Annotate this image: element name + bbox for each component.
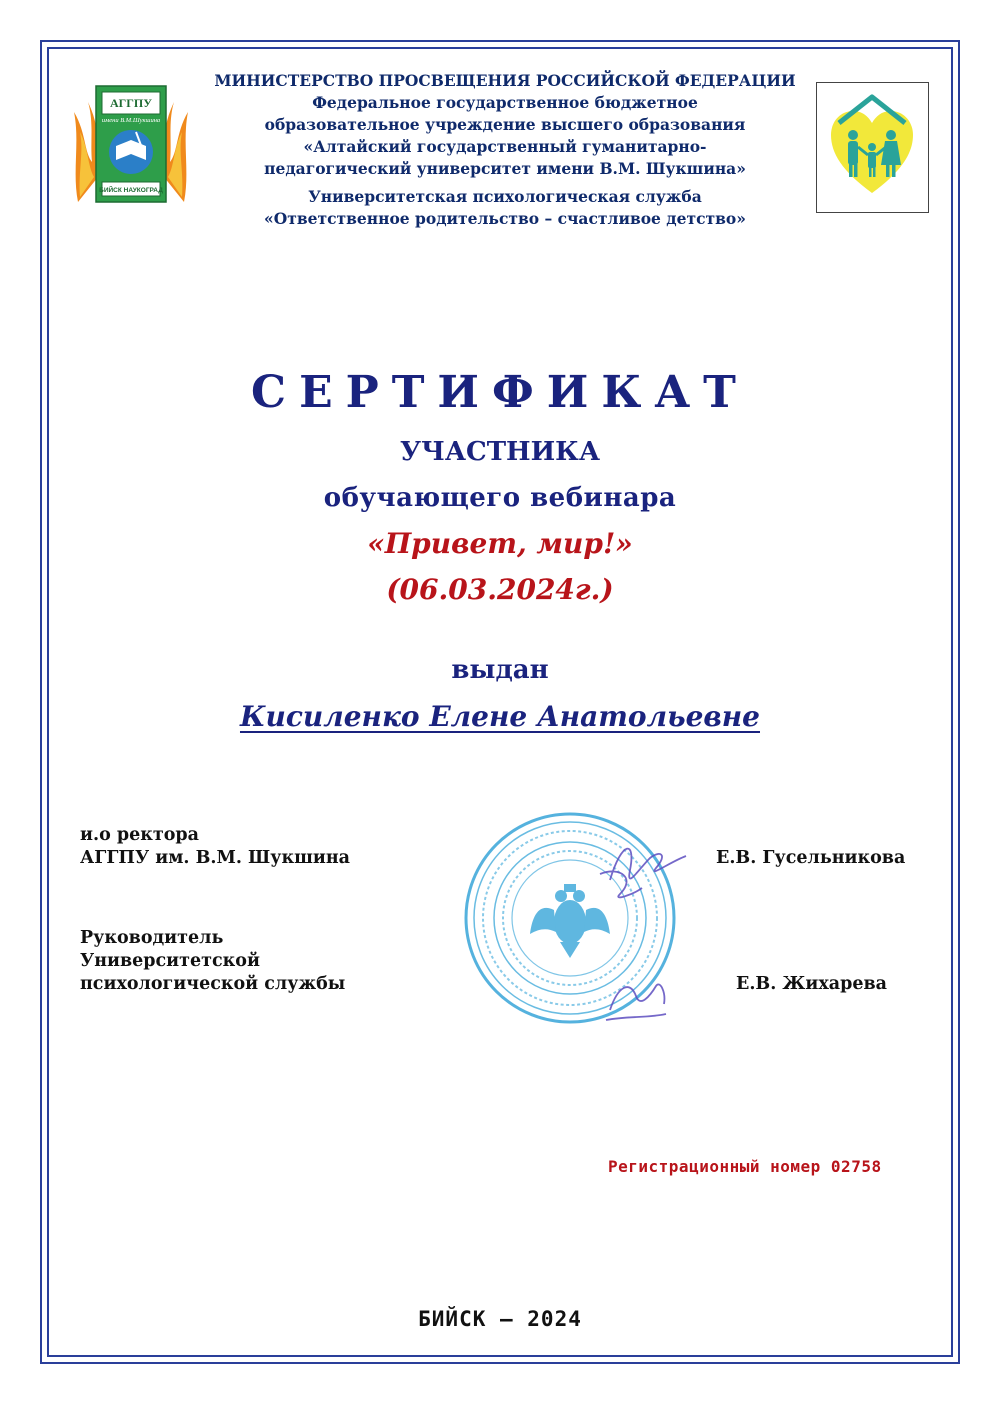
rector-title xyxy=(80,824,350,870)
service-head-title xyxy=(80,927,345,996)
official-stamp xyxy=(460,810,696,1040)
issued-label: выдан xyxy=(451,655,549,685)
event-type: обучающего вебинара xyxy=(323,483,677,513)
head-title-line-1: Руководитель xyxy=(80,928,224,948)
rector-title-line-2: АГГПУ им. В.М. Шукшина xyxy=(80,848,351,868)
logo-sub-text: имени В.М.Шукшина xyxy=(101,117,161,124)
ministry-name: МИНИСТЕРСТВО ПРОСВЕЩЕНИЯ РОССИЙСКОЙ ФЕДЕРАЦИИ xyxy=(214,71,796,90)
head-title-line-2: Университетской xyxy=(80,951,260,971)
university-emblem-icon xyxy=(70,82,192,210)
official-seal-icon xyxy=(460,810,696,1040)
recipient-name-wrap xyxy=(0,700,1000,733)
head-title-line-3: психологической службы xyxy=(80,974,346,994)
certificate-title: СЕРТИФИКАТ xyxy=(251,367,749,418)
logo-city-text: БИЙСК НАУКОГРАД xyxy=(99,187,163,194)
service-line-1: Университетская психологическая служба xyxy=(308,187,702,206)
institution-line-2: образовательное учреждение высшего образования xyxy=(264,115,746,134)
recipient-name: Кисиленко Елене Анатольевне xyxy=(239,700,760,733)
registration-number: Регистрационный номер 02758 xyxy=(608,1157,882,1176)
service-line-2: «Ответственное родительство – счастливое детство» xyxy=(264,209,746,228)
city-year: БИЙСК – 2024 xyxy=(418,1307,582,1331)
institution-line-3: «Алтайский государственный гуманитарно- xyxy=(303,137,707,156)
event-name: «Привет, мир!» xyxy=(367,527,633,560)
logo-name-text: АГГПУ xyxy=(109,96,153,110)
certificate-subtitle: УЧАСТНИКА xyxy=(399,437,600,467)
rector-name: Е.В. Гусельникова xyxy=(716,848,906,868)
university-logo xyxy=(70,82,192,210)
psychology-service-logo xyxy=(816,82,929,213)
rector-title-line-1: и.о ректора xyxy=(80,825,199,845)
institution-line-1: Федеральное государственное бюджетное xyxy=(312,93,698,112)
institution-header xyxy=(200,70,810,230)
event-date: (06.03.2024г.) xyxy=(386,573,614,606)
institution-line-4: педагогический университет имени В.М. Шукшина» xyxy=(264,159,746,178)
service-head-name: Е.В. Жихарева xyxy=(736,974,887,994)
family-heart-icon xyxy=(817,83,928,212)
